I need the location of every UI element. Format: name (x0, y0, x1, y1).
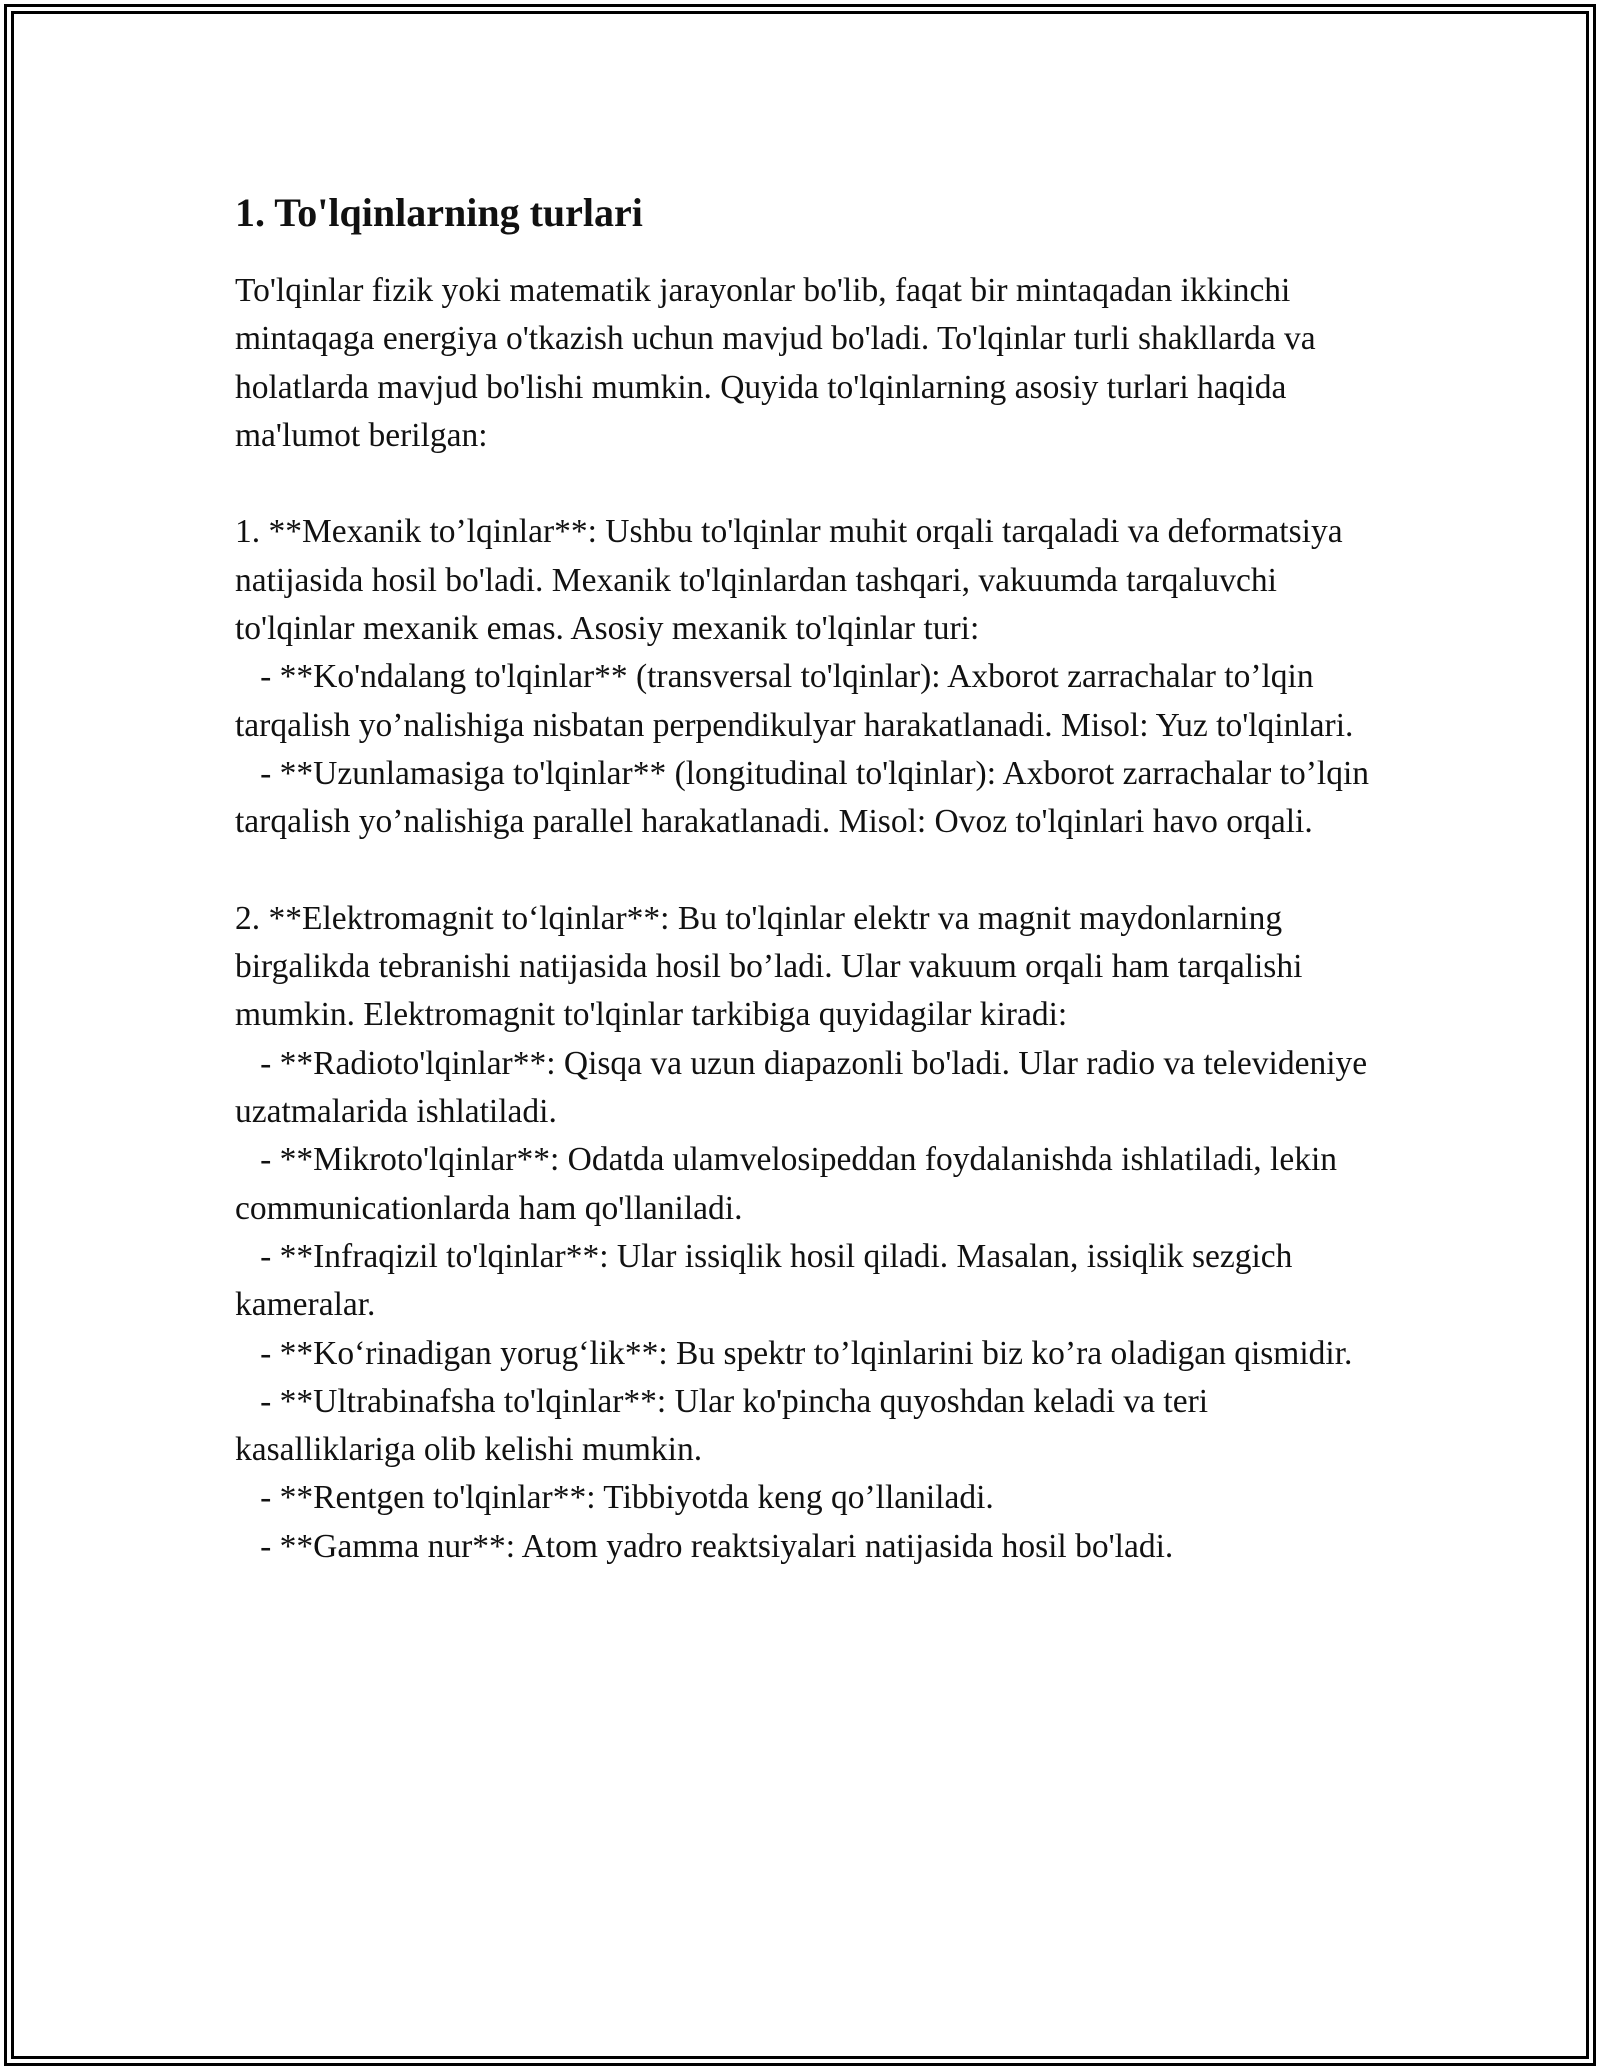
list-item-microwave: - **Mikroto'lqinlar**: Odatda ulamvelosipeddan foydalanishda ishlatiladi, lekin communicationlarda ham qo'llaniladi. (235, 1141, 1346, 1227)
paragraph-spacer (235, 847, 1370, 895)
intro-paragraph: To'lqinlar fizik yoki matematik jarayonlar bo'lib, faqat bir mintaqadan ikkinchi mintaqaga energiya o'tkazish uchun mavjud bo'ladi. To'lqinlar turli shakllarda va holatlarda mavjud bo'lishi mumkin. Quyida to'lqinlarning asosiy turlari haqida ma'lumot berilgan: (235, 272, 1325, 454)
list-item-longitudinal: - **Uzunlamasiga to'lqinlar** (longitudinal to'lqinlar): Axborot zarrachalar to’lqin tarqalish yo’nalishiga parallel harakatlanadi. Misol: Ovoz to'lqinlari havo orqali. (235, 754, 1378, 841)
list-item-gamma: - **Gamma nur**: Atom yadro reaktsiyalari natijasida hosil bo'ladi. (235, 1527, 1174, 1565)
list-item-visible-light: - **Ko‘rinadigan yorug‘lik**: Bu spektr to’lqinlarini biz ko’ra oladigan qismidir. (235, 1334, 1353, 1372)
list-item-ultraviolet: - **Ultrabinafsha to'lqinlar**: Ular ko'pincha quyoshdan keladi va teri kasalliklariga olib kelishi mumkin. (235, 1382, 1217, 1469)
mechanical-waves-paragraph: 1. **Mexanik to’lqinlar**: Ushbu to'lqinlar muhit orqali tarqaladi va deformatsiya natijasida hosil bo'ladi. Mexanik to'lqinlardan tashqari, vakuumda tarqaluvchi to'lqinlar mexanik emas. Asosiy mexanik to'lqinlar turi: (235, 513, 1351, 648)
paragraph-spacer (235, 460, 1370, 508)
document-body (235, 185, 1378, 1571)
section-heading: 1. To'lqinlarning turlari (235, 190, 643, 235)
list-item-transverse: - **Ko'ndalang to'lqinlar** (transversal to'lqinlar): Axborot zarrachalar to’lqin tarqalish yo’nalishiga nisbatan perpendikulyar harakatlanadi. Misol: Yuz to'lqinlari. (235, 658, 1354, 744)
list-item-xray: - **Rentgen to'lqinlar**: Tibbiyotda keng qo’llaniladi. (235, 1479, 994, 1517)
list-item-infrared: - **Infraqizil to'lqinlar**: Ular issiqlik hosil qiladi. Masalan, issiqlik sezgich kameralar. (235, 1237, 1301, 1324)
electromagnetic-waves-paragraph: 2. **Elektromagnit to‘lqinlar**: Bu to'lqinlar elektr va magnit maydonlarning birgalikda tebranishi natijasida hosil bo’ladi. Ular vakuum orqali ham tarqalishi mumkin. Elektromagnit to'lqinlar tarkibiga quyidagilar kiradi: (235, 899, 1311, 1034)
list-item-radio: - **Radioto'lqinlar**: Qisqa va uzun diapazonli bo'ladi. Ular radio va televideniye uzatmalarida ishlatiladi. (235, 1044, 1376, 1131)
